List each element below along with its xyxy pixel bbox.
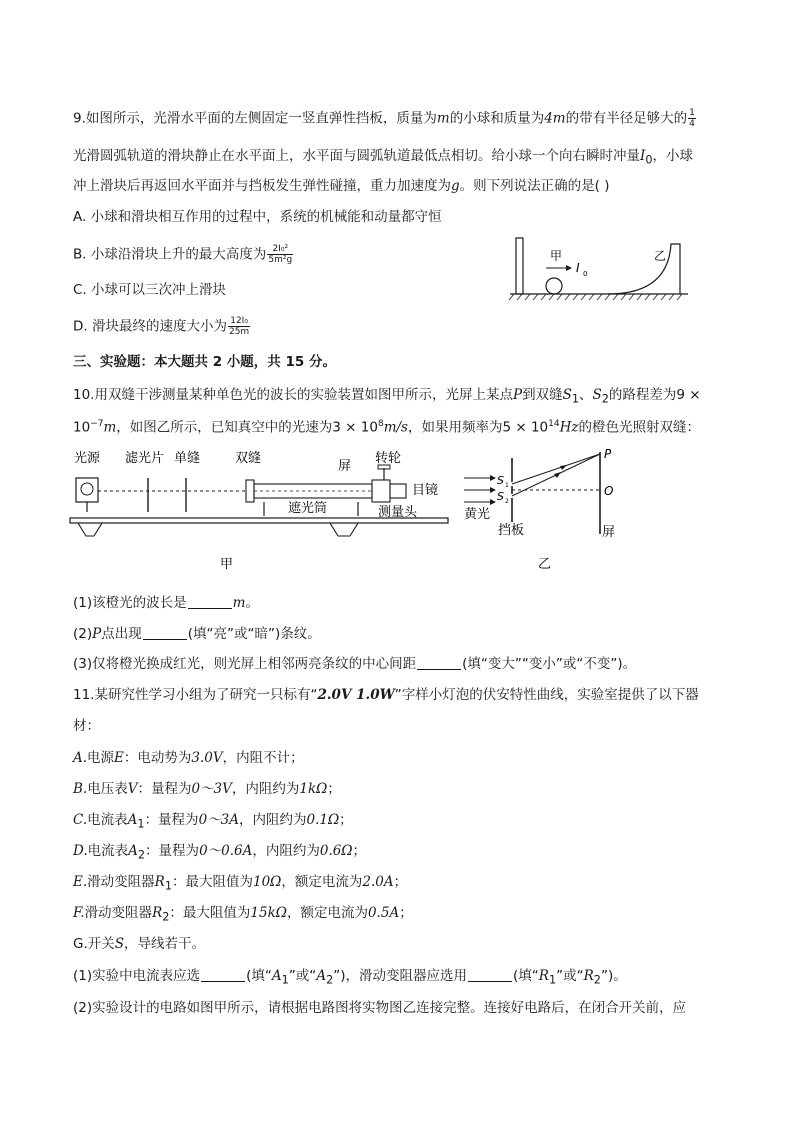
q11-line-1: 11.某研究性学习小组为了研究一只标有“2.0V 1.0W”字样小灯泡的伏安特性曲线，实验室提供了以下器: [73, 687, 699, 703]
q9-fig-label-i0: I: [576, 261, 580, 275]
q9-line-3: 冲上滑块后再返回水平面并与挡板发生弹性碰撞，重力加速度为g。则下列说法正确的是( ): [73, 178, 610, 194]
q11-line-2: 材：: [73, 718, 100, 734]
caption-yi: 乙: [538, 557, 552, 572]
q9-option-c: C. 小球可以三次冲上滑块: [73, 282, 227, 298]
q10-sub-1: (1)该橙光的波长是 m。: [73, 595, 259, 611]
answer-blank[interactable]: [143, 627, 187, 640]
q11-item-a: A.电源E：电动势为3.0V，内阻不计；: [73, 750, 304, 766]
q10-figure-jia: [68, 446, 452, 576]
label-single-slit: 单缝: [174, 451, 201, 466]
label-s1: S: [497, 474, 504, 487]
caption-jia: 甲: [220, 557, 234, 572]
q9-line-1: 9.如图所示，光滑水平面的左侧固定一竖直弹性挡板，质量为m的小球和质量为4m的带有半径足够大的 $\frac{1}{4}$: [73, 108, 695, 129]
answer-blank[interactable]: [201, 969, 245, 982]
q11-sub-1: (1)实验中电流表应选 (填“$A_1$”或“$A_2$”)，滑动变阻器应选用 (填“$R_1$”或“$R_2$”)。: [73, 968, 627, 987]
label-wheel: 转轮: [375, 451, 402, 466]
q11-item-g: G.开关S，导线若干。: [73, 936, 206, 952]
q9-fig-label-yi: 乙: [654, 249, 667, 263]
label-p: P: [604, 447, 612, 461]
answer-blank[interactable]: [468, 969, 512, 982]
label-eyepiece: 目镜: [412, 483, 439, 498]
q9-option-a: A. 小球和滑块相互作用的过程中，系统的机械能和动量都守恒: [73, 209, 442, 225]
label-o: O: [604, 484, 614, 498]
q11-item-c: C.电流表$A_1$：量程为0～3A，内阻约为0.1Ω；: [73, 812, 353, 831]
q10-sub-2: (2)P点出现 (填“亮”或“暗”)条纹。: [73, 626, 321, 642]
label-baffle: 挡板: [498, 523, 525, 538]
fraction-d: $\frac{\text{12I₀}}{25m}$: [228, 316, 250, 337]
answer-blank[interactable]: [188, 596, 232, 609]
label-s1-sub: 1: [505, 482, 509, 489]
answer-blank[interactable]: [417, 657, 461, 670]
q11-item-e: E.滑动变阻器$R_1$：最大阻值为10Ω，额定电流为2.0A；: [73, 874, 408, 893]
q10-line-2: $10^{-7}m$，如图乙所示，已知真空中的光速为$3 \times 10^8m/s$，如果用频率为$5 \times 10^{14}Hz$的橙色光照射双缝：: [73, 419, 700, 436]
label-s2-sub: 2: [505, 498, 509, 505]
q11-item-b: B.电压表V：量程为0～3V，内阻约为1kΩ；: [73, 781, 341, 797]
label-s2: S: [497, 490, 504, 503]
label-screen-2: 屏: [602, 525, 616, 540]
q9-line-2: 光滑圆弧轨道的滑块静止在水平面上，水平面与圆弧轨道最低点相切。给小球一个向右瞬时冲量$I_0$，小球: [73, 148, 694, 167]
q9-option-d: D. 滑块最终的速度大小为 $\frac{\text{12I₀}}{25m}$: [73, 316, 250, 337]
label-screen: 屏: [338, 459, 352, 474]
section-3-heading: 三、实验题：本大题共 2 小题，共 15 分。: [73, 354, 336, 370]
q11-sub-2: (2)实验设计的电路如图甲所示，请根据电路图将实物图乙连接完整。连接好电路后，在闭合开关前，应: [73, 1000, 687, 1016]
label-light-source: 光源: [74, 451, 101, 466]
label-yellow-light: 黄光: [464, 507, 491, 522]
q9-option-b: B. 小球沿滑块上升的最大高度为 $\frac{\text{2I₀²}}{\text{5m²g}}$: [73, 244, 293, 265]
q10-figure-yi: [460, 446, 630, 576]
q10-line-1: 10.用双缝干涉测量某种单色光的波长的实验装置如图甲所示，光屏上某点P到双缝$S_1$、$S_2$的路程差为9 ×: [73, 387, 701, 406]
q9-fig-label-jia: 甲: [550, 249, 563, 263]
fraction-quarter: $\frac{1}{4}$: [689, 108, 695, 129]
q11-item-f: F.滑动变阻器$R_2$：最大阻值为15kΩ，额定电流为0.5A；: [73, 905, 413, 924]
label-double-slit: 双缝: [235, 451, 262, 466]
fraction-b: $\frac{\text{2I₀²}}{\text{5m²g}}$: [268, 244, 293, 265]
label-filter: 滤光片: [125, 451, 165, 466]
label-tube: 遮光筒: [288, 501, 328, 516]
q11-item-d: D.电流表$A_2$：量程为0～0.6A，内阻约为0.6Ω；: [73, 843, 367, 862]
q9-figure: [508, 232, 698, 302]
label-measuring-head: 测量头: [378, 505, 418, 520]
q9-fig-label-i0-sub: 0: [583, 270, 588, 278]
q10-sub-3: (3)仅将橙光换成红光，则光屏上相邻两亮条纹的中心间距 (填“变大”“变小”或“不变”)。: [73, 656, 637, 672]
